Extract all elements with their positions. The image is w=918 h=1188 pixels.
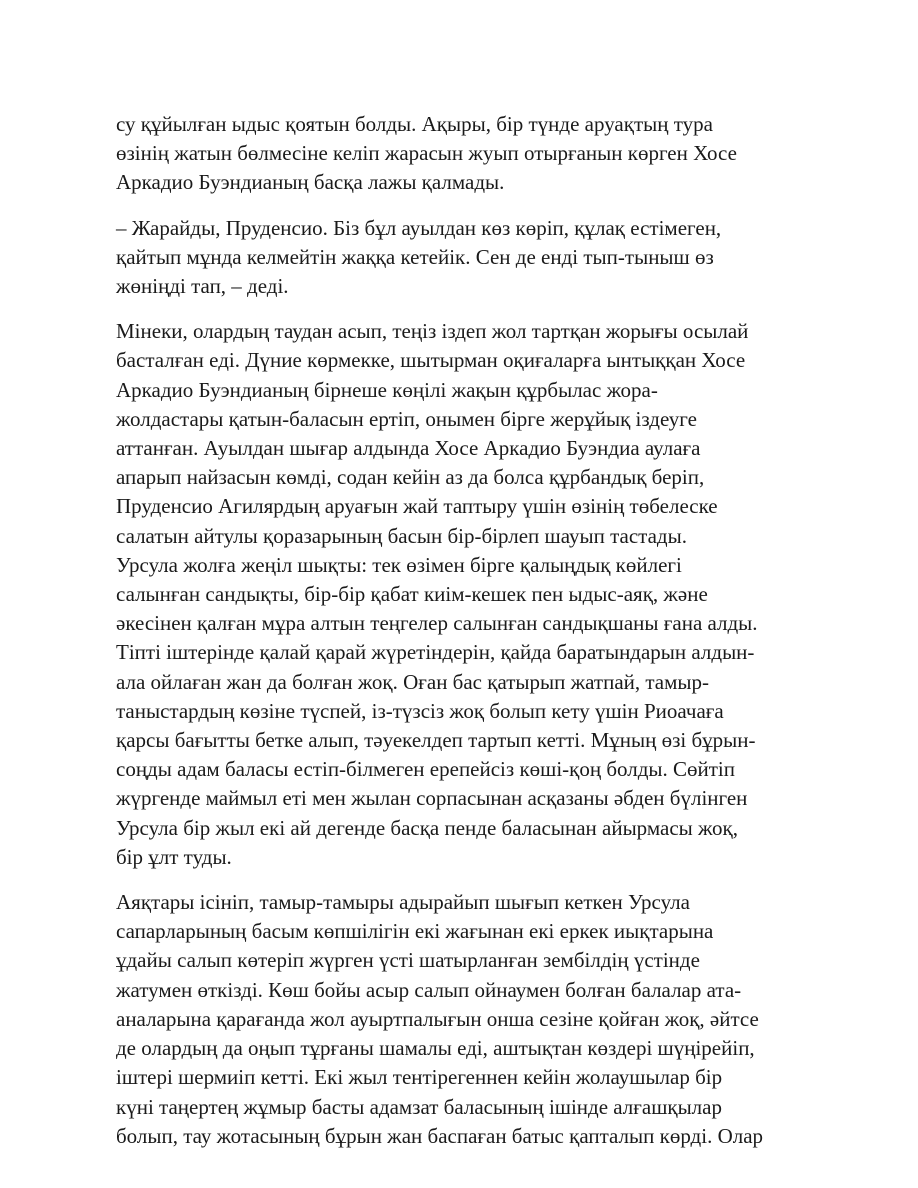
text-line: таныстардың көзіне түспей, із-түзсіз жоқ болып кету үшін Риоачаға — [116, 698, 724, 723]
text-line: Урсула жолға жеңіл шықты: тек өзімен бірге қалыңдық көйлегі — [116, 552, 682, 577]
text-line: болып, тау жотасының бұрын жан баспаған батыс қапталып көрді. Олар — [116, 1123, 764, 1148]
text-line: ала ойлаған жан да болған жоқ. Оған бас қатырып жатпай, тамыр- — [116, 669, 710, 694]
text-line: жатумен өткізді. Көш бойы асыр салып ойнаумен болған балалар ата- — [116, 977, 742, 1002]
text-line: аналарына қарағанда жол ауыртпалығын онша сезіне қойған жоқ, әйтсе — [116, 1006, 759, 1031]
text-line: Тіпті іштерінде қалай қарай жүретіндерін, қайда баратындарын алдын- — [116, 640, 755, 665]
text-line: басталған еді. Дүние көрмекке, шытырман оқиғаларға ынтыққан Хосе — [116, 348, 746, 373]
text-line: де олардың да оңып тұрғаны шамалы еді, аштықтан көздері шүңірейіп, — [116, 1036, 755, 1061]
text-line: салатын айтулы қоразарының басын бір-бірлеп шауып тастады. — [116, 523, 687, 548]
text-line: жолдастары қатын-баласын ертіп, онымен бірге жерұйық іздеуге — [116, 406, 697, 431]
text-line: күні таңертең жұмыр басты адамзат баласының ішінде алғашқылар — [116, 1094, 722, 1119]
document-page — [116, 110, 816, 1167]
text-line: аттанған. Ауылдан шығар алдында Хосе Аркадио Буэндиа аулаға — [116, 436, 701, 461]
text-line: сапарларының басым көпшілігін екі жағынан екі еркек иықтарына — [116, 919, 714, 944]
text-line: қайтып мұнда келмейтін жаққа кетейік. Сен де енді тып-тыныш өз — [116, 244, 714, 269]
text-line: соңды адам баласы естіп-білмеген ерепейсіз көші-қоң болды. Сөйтіп — [116, 757, 736, 782]
text-line: Мінеки, олардың таудан асып, теңіз іздеп жол тартқан жорығы осылай — [116, 319, 749, 344]
paragraph-2 — [116, 214, 816, 302]
text-line: әкесінен қалған мұра алтын теңгелер салынған сандықшаны ғана алды. — [116, 611, 758, 636]
text-line: жүргенде маймыл еті мен жылан сорпасынан асқазаны әбден бүлінген — [116, 786, 748, 811]
text-line: Пруденсио Агилярдың аруағын жай таптыру үшін өзінің төбелеске — [116, 494, 718, 519]
text-line: Аяқтары ісініп, тамыр-тамыры адырайып шығып кеткен Урсула — [116, 890, 690, 915]
text-line: Аркадио Буэндианың бірнеше көңілі жақын құрбылас жора- — [116, 377, 658, 402]
text-line: – Жарайды, Пруденсио. Біз бұл ауылдан көз көріп, құлақ естімеген, — [116, 215, 722, 240]
text-line: Урсула бір жыл екі ай дегенде басқа пенде баласынан айырмасы жоқ, — [116, 815, 738, 840]
text-line: су құйылған ыдыс қоятын болды. Ақыры, бір түнде аруақтың тура — [116, 112, 713, 136]
text-line: Аркадио Буэндианың басқа лажы қалмады. — [116, 170, 505, 195]
text-line: апарып найзасын көмді, содан кейін аз да болса құрбандық беріп, — [116, 465, 705, 490]
text-line: жөніңді тап, – деді. — [116, 274, 289, 299]
text-line: өзінің жатын бөлмесіне келіп жарасын жуып отырғанын көрген Хосе — [116, 141, 737, 166]
text-line: бір ұлт туды. — [116, 844, 232, 869]
paragraph-1 — [116, 110, 816, 198]
paragraph-4 — [116, 888, 816, 1151]
paragraph-3 — [116, 317, 816, 872]
text-line: қарсы бағытты бетке алып, тәуекелдеп тартып кетті. Мұның өзі бұрын- — [116, 728, 756, 753]
text-line: іштері шермиіп кетті. Екі жыл тентірегеннен кейін жолаушылар бір — [116, 1065, 723, 1090]
text-line: ұдайы салып көтеріп жүрген үсті шатырланған зембілдің үстінде — [116, 948, 700, 973]
text-line: салынған сандықты, бір-бір қабат киім-кешек пен ыдыс-аяқ, және — [116, 582, 708, 607]
